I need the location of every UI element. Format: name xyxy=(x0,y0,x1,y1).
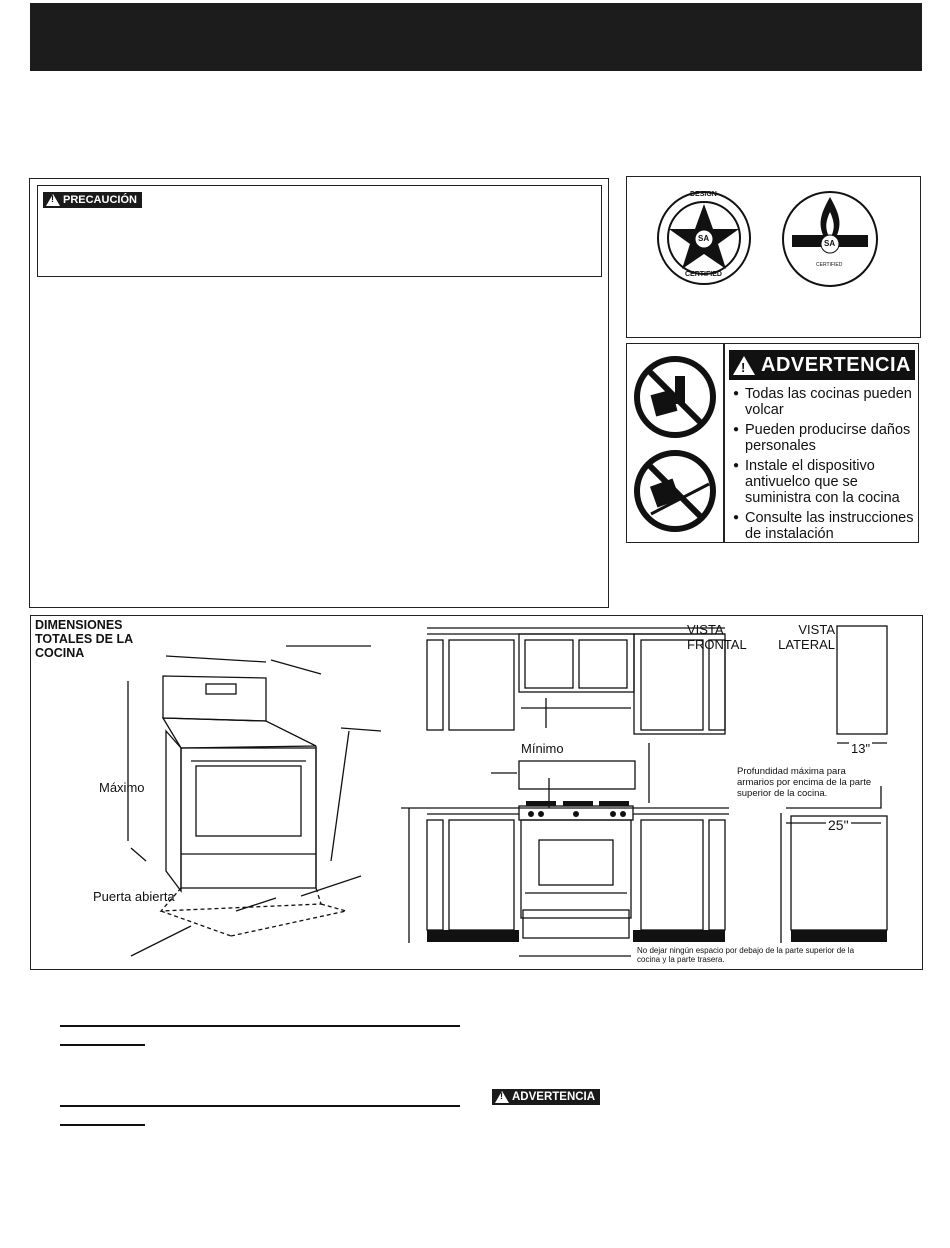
tipover-warning-panel xyxy=(626,343,919,543)
warning-item: ● Todas las cocinas pueden volcar xyxy=(733,386,919,418)
caution-inner-box xyxy=(37,185,602,277)
design-seal-bottom-text: CERTIFIED xyxy=(685,271,722,278)
warning-item: ● Consulte las instrucciones de instalación xyxy=(733,510,919,542)
warning-triangle-icon xyxy=(495,1091,509,1103)
no-gap-note: No dejar ningún espacio por debajo de la parte superior de la cocina y la parte trasera. xyxy=(637,946,855,964)
vista-frontal-label: VISTA FRONTAL xyxy=(687,622,747,652)
panel-divider xyxy=(723,344,725,542)
no-tip-icon-2 xyxy=(637,453,713,529)
rule-line xyxy=(60,1044,145,1046)
rule-line xyxy=(60,1025,460,1027)
minimo-label: Mínimo xyxy=(521,741,564,756)
warning-items-list xyxy=(733,386,919,546)
rule-line xyxy=(60,1124,145,1126)
certification-marks xyxy=(627,177,922,339)
diagram-title: DIMENSIONES TOTALES DE LA COCINA xyxy=(35,618,133,660)
caution-badge xyxy=(43,192,142,208)
maximo-label: Máximo xyxy=(99,780,145,795)
design-seal-top-text: DESIGN xyxy=(690,191,717,198)
warning-item: ● Pueden producirse daños personales xyxy=(733,422,919,454)
certification-panel xyxy=(626,176,921,338)
puerta-abierta-label: Puerta abierta xyxy=(93,889,175,904)
dim-13-label: 13" xyxy=(851,741,871,756)
vista-lateral-label: VISTA LATERAL xyxy=(778,622,835,652)
dimensions-diagram-panel xyxy=(30,615,923,970)
caution-label: PRECAUCIÓN xyxy=(63,194,137,206)
range-isometric-drawing xyxy=(91,636,431,971)
advertencia-badge xyxy=(492,1089,600,1105)
advertencia-badge-label: ADVERTENCIA xyxy=(512,1091,596,1103)
warning-triangle-icon: ! xyxy=(733,356,755,375)
flame-seal-mark: SA xyxy=(824,239,836,248)
flame-seal-bottom-text: CERTIFIED xyxy=(816,262,843,268)
warning-triangle-icon xyxy=(46,194,60,206)
caution-panel xyxy=(29,178,609,608)
design-seal-mark: SA xyxy=(698,234,710,243)
no-tip-icon-1 xyxy=(637,359,713,435)
warning-item: ● Instale el dispositivo antivuelco que se suministra con la cocina xyxy=(733,458,919,506)
header-bar xyxy=(30,3,922,71)
advertencia-header xyxy=(729,350,915,380)
advertencia-title: ADVERTENCIA xyxy=(761,353,911,376)
no-tip-icons xyxy=(631,354,719,534)
dim-25-label: 25" xyxy=(828,817,849,833)
rule-line xyxy=(60,1105,460,1107)
profundidad-note: Profundidad máxima para armarios por encima de la parte superior de la cocina. xyxy=(737,766,872,799)
